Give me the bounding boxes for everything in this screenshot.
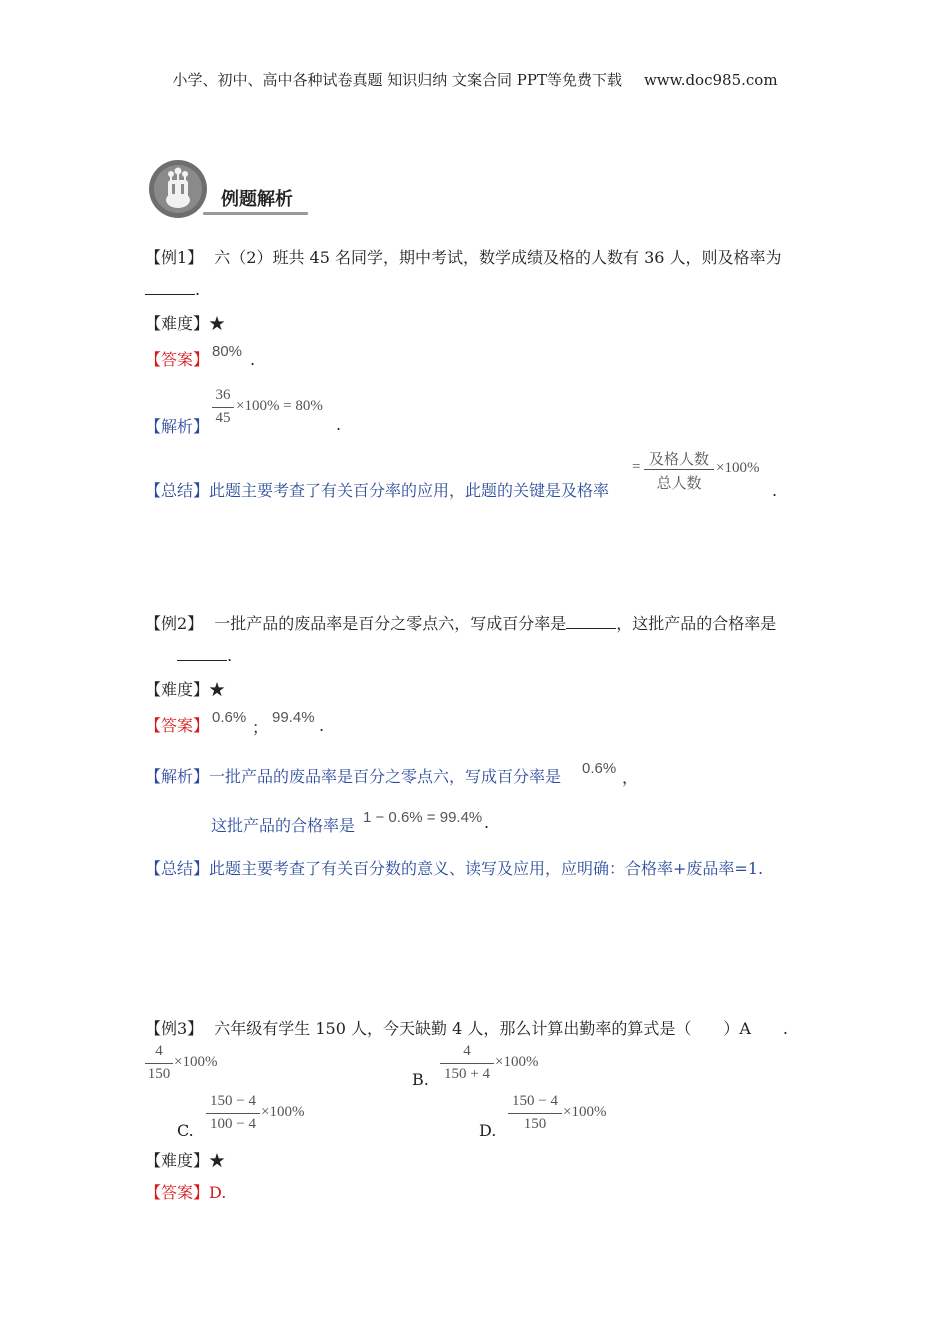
q1-summary-end: . [772, 481, 778, 500]
section-title: 例题解析 [221, 189, 293, 210]
q2-stem [145, 611, 776, 634]
header-text: 小学、初中、高中各种试卷真题 知识归纳 文案合同 PPT等免费下载 [172, 71, 622, 89]
summary-tag: 【总结】 [145, 481, 210, 500]
fraction-bar [212, 407, 234, 408]
q2-analysis1-val: 0.6% [582, 760, 617, 777]
q3-option-c-fraction [206, 1093, 260, 1137]
option-b-label: B. [412, 1070, 429, 1089]
answer-blank [145, 282, 195, 295]
fraction-bar [508, 1113, 562, 1114]
q1-summary-tail: ×100% [716, 460, 760, 476]
q1-difficulty-row [145, 311, 225, 334]
q2-answer2: 99.4% [272, 709, 315, 726]
fraction-bar [206, 1113, 260, 1114]
option-num: 4 [155, 1043, 163, 1059]
q1-formula-tail: ×100% = 80% [236, 398, 323, 414]
q3-text: 六年级有学生 150 人，今天缺勤 4 人，那么计算出勤率的算式是（ ）A . [214, 1019, 788, 1038]
q2-analysis-2: 这批产品的合格率是 [211, 816, 356, 835]
q1-tail: . [195, 280, 201, 299]
option-tail: ×100% [174, 1054, 218, 1070]
q3-stem [145, 1016, 788, 1039]
q1-text: 六（2）班共 45 名同学，期中考试，数学成绩及格的人数有 36 人，则及格率为 [214, 248, 782, 267]
q2-answer-row [145, 713, 209, 736]
difficulty-tag: 【难度】 [145, 680, 210, 699]
option-tail: ×100% [495, 1054, 539, 1070]
q2-analysis1: 一批产品的废品率是百分之零点六，写成百分率是 [209, 767, 562, 786]
summary-tag: 【总结】 [145, 859, 210, 878]
option-tail: ×100% [261, 1104, 305, 1120]
q2-answer-sep: ； [252, 718, 269, 737]
star-icon: ★ [209, 680, 226, 699]
q1-answer-value: 80% [212, 343, 243, 360]
q1-answer-line [145, 280, 200, 299]
answer-tag: 【答案】 [145, 716, 210, 735]
fraction-bar [145, 1063, 173, 1064]
q3-difficulty-row [145, 1148, 225, 1171]
q1-summary-den: 总人数 [656, 476, 702, 492]
q3-option-a-fraction [145, 1043, 173, 1087]
answer-tag: 【答案】 [145, 1183, 210, 1202]
q2-tail: . [227, 646, 233, 665]
page-header [0, 69, 950, 90]
q2-answer-line [177, 646, 232, 665]
q3-answer: D. [209, 1183, 227, 1202]
difficulty-tag: 【难度】 [145, 314, 210, 333]
analysis-tag: 【解析】 [145, 767, 210, 786]
q2-analysis2-val: 1 − 0.6% = 99.4% [363, 809, 483, 826]
option-den: 150 [147, 1066, 171, 1082]
star-icon: ★ [209, 1151, 226, 1170]
option-den: 150 [523, 1116, 547, 1132]
header-site: www.doc985.com [643, 71, 778, 89]
q3-option-d-fraction [508, 1093, 562, 1137]
q1-summary-fraction [644, 448, 714, 494]
answer-blank [566, 616, 616, 629]
q1-answer-tail: . [250, 350, 256, 369]
q1-summary-text: 此题主要考查了有关百分率的应用，此题的关键是及格率 [209, 481, 610, 500]
chess-pieces-icon [147, 158, 211, 220]
q3-tag: 【例3】 [145, 1019, 204, 1038]
q3-option-b-fraction [440, 1043, 494, 1087]
q2-difficulty-row [145, 677, 225, 700]
q1-frac-den: 45 [215, 410, 231, 426]
option-num: 4 [463, 1043, 471, 1059]
q2-answer1: 0.6% [212, 709, 247, 726]
option-tail: ×100% [563, 1104, 607, 1120]
difficulty-tag: 【难度】 [145, 1151, 210, 1170]
q1-fraction [212, 387, 234, 431]
q1-summary-num: 及格人数 [648, 452, 709, 468]
q2-analysis2-tail: . [484, 813, 490, 832]
q2-tag: 【例2】 [145, 614, 204, 633]
answer-tag: 【答案】 [145, 350, 210, 369]
q2-analysis1-tail: ， [622, 768, 639, 787]
fraction-bar [644, 469, 714, 470]
q2-text2: ，这批产品的合格率是 [616, 614, 777, 633]
option-d-label: D. [479, 1121, 497, 1140]
option-den: 150 + 4 [444, 1066, 490, 1082]
option-num: 150 − 4 [512, 1093, 558, 1109]
analysis-tag: 【解析】 [145, 417, 210, 436]
q1-analysis-tail: . [336, 415, 342, 434]
q2-summary [145, 856, 763, 879]
q3-answer-row [145, 1180, 226, 1203]
q1-summary-eq: = [632, 459, 641, 475]
q2-answer-tail: . [319, 716, 325, 735]
option-num: 150 − 4 [210, 1093, 256, 1109]
q2-text1: 一批产品的废品率是百分之零点六，写成百分率是 [214, 614, 567, 633]
fraction-bar [440, 1063, 494, 1064]
section-underline [203, 212, 308, 215]
answer-blank [177, 648, 227, 661]
q2-summary-text: 此题主要考查了有关百分数的意义、读写及应用，应明确：合格率+废品率=1. [209, 859, 764, 878]
q1-frac-num: 36 [215, 387, 231, 403]
star-icon: ★ [209, 314, 226, 333]
q1-summary [145, 478, 609, 501]
option-c-label: C. [177, 1121, 194, 1140]
q1-answer-row [145, 347, 209, 370]
q1-tag: 【例1】 [145, 248, 204, 267]
q1-stem [145, 245, 782, 268]
option-den: 100 − 4 [210, 1116, 256, 1132]
q1-analysis-row [145, 414, 209, 437]
q2-analysis-1 [145, 764, 561, 787]
